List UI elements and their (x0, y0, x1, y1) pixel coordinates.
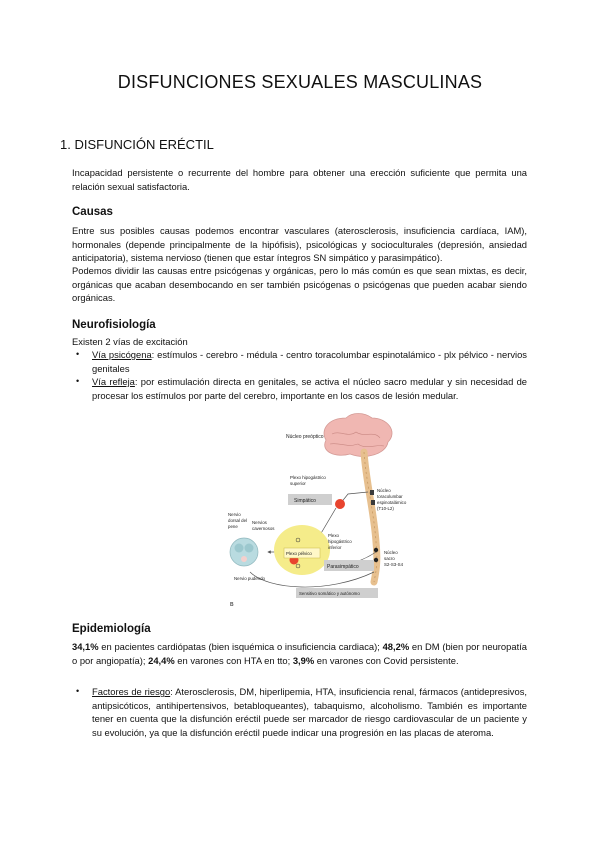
epidemiologia-heading: Epidemiología (72, 623, 151, 635)
label-parasimpatico: Parasimpático (327, 564, 359, 570)
label-plexo-hipo-inf-3: inferior (328, 545, 342, 550)
superior-plexus-node (335, 499, 345, 509)
causas-paragraph-2: Podemos dividir las causas entre psicógenas y orgánicas, pero lo más común es que sean mixtas, es decir, orgánicas que acaban desembocando en ser también psicógenas o psicógenas que pueden acabar siendo orgánicas. (72, 265, 527, 303)
figure-corner-letter: B (230, 602, 234, 608)
stat-text: en pacientes cardiópatas (bien isquémica o insuficiencia cardiaca); (98, 641, 383, 652)
epidemiologia-paragraph (72, 640, 527, 667)
via-text: : por estimulación directa en genitales, se activa el núcleo sacro medular y sin necesidad de procesar los estímulos por parte del cerebro, importante en los casos de lesión medular. (92, 376, 527, 401)
stat-text: en varones con HTA en tto; (174, 654, 293, 666)
risk-text: : Aterosclerosis, DM, hiperlipemia, HTA, insuficiencia renal, fármacos (antidepresivos, antipsicóticos, antihipertensivos, betabloqueantes), tabaquismo, alcoholismo. También es importante tener en cuenta que la disfunción eréctil puede ser marcador de riesgo cardiovascular de un paciente y su evolución, ya que la disfunción eréctil puede indicar una progresión en las placas de ateroma. (92, 686, 527, 738)
sacral-marker (374, 548, 378, 552)
document-title: DISFUNCIONES SEXUALES MASCULINAS (117, 72, 483, 92)
stat-dm: 48,2% (382, 641, 410, 652)
label-nucleo-toraco-2: toracolumbar (377, 494, 403, 499)
brain-shape (324, 414, 392, 457)
stat-text: en varones con Covid persistente. (314, 654, 459, 666)
vias-list (72, 348, 527, 402)
label-simpatico: Simpático (294, 498, 316, 504)
label-nucleo-toraco-3: espinotalámico (377, 500, 407, 505)
list-item (72, 348, 527, 375)
definition-paragraph: Incapacidad persistente o recurrente del hombre para obtener una erección suficiente que permita una relación sexual satisfactoria. (72, 167, 527, 192)
stat-text: en DM (bien por neuropatía o por angiopatía); (72, 641, 527, 666)
label-plexo-pelvico: Plexo pélvico (286, 551, 312, 556)
vias-intro: Existen 2 vías de excitación (72, 336, 188, 347)
section-heading-disfuncion-erectil: 1. DISFUNCIÓN ERÉCTIL (60, 137, 214, 152)
causas-paragraph-1: Entre sus posibles causas podemos encontrar vasculares (aterosclerosis, insuficiencia cardíaca, IAM), hormonales (depende principalmente de la hipófisis), psicológicas y socioculturales (depresión, ansiedad anticipatoria), sistema nervioso (tienen que estar íntegros SN simpático y parasimpático). (72, 225, 527, 263)
label-plexo-hipo-inf-2: hipogástrico (328, 539, 352, 544)
label-nucleo-sacro-2: sacro (384, 556, 395, 561)
list-item (72, 685, 527, 739)
label-plexo-hipo-sup-2: superior (290, 481, 306, 486)
label-sensitivo: Sensitivo somático y autónomo (299, 591, 360, 596)
list-item (72, 375, 527, 402)
neurofisiologia-heading: Neurofisiología (72, 319, 156, 331)
label-nucleo-sacro-1: Núcleo (384, 550, 398, 555)
risk-factors-list (72, 685, 527, 739)
stat-hta: 24,4% (148, 654, 175, 666)
via-term: Vía refleja (92, 376, 135, 387)
label-nucleo-sacro-3: S2-S3-S4 (384, 562, 404, 567)
risk-term: Factores de riesgo (92, 686, 171, 697)
label-nervio-dorsal-1: Nervio (228, 512, 241, 517)
label-nervio-dorsal-2: dorsal del (228, 518, 248, 523)
via-text: : estímulos - cerebro - médula - centro toracolumbar espinotalámico - plx pélvico - nervios genitales (92, 349, 527, 374)
via-term: Vía psicógena (92, 349, 152, 360)
label-nervios-cav-1: Nervios (252, 520, 267, 525)
label-nucleo-preoptico: Núcleo preóptico (286, 434, 324, 440)
label-nervios-cav-2: cavernosos (252, 526, 275, 531)
stat-covid: 3,9% (292, 654, 315, 666)
toracolumbar-marker (370, 490, 374, 495)
label-nucleo-toraco-1: Núcleo (377, 488, 391, 493)
neurophysiology-figure (228, 412, 408, 608)
label-plexo-hipo-inf-1: Plexo (328, 533, 339, 538)
label-nervio-pudendo: Nervio pudendo (234, 576, 266, 581)
causas-heading: Causas (72, 206, 113, 218)
label-plexo-hipo-sup-1: Plexo hipogástrico (290, 475, 326, 480)
stat-cardiopatas: 34,1% (72, 641, 99, 652)
label-nucleo-toraco-4: (T10-L2) (377, 506, 394, 511)
label-nervio-dorsal-3: pene (228, 524, 238, 529)
